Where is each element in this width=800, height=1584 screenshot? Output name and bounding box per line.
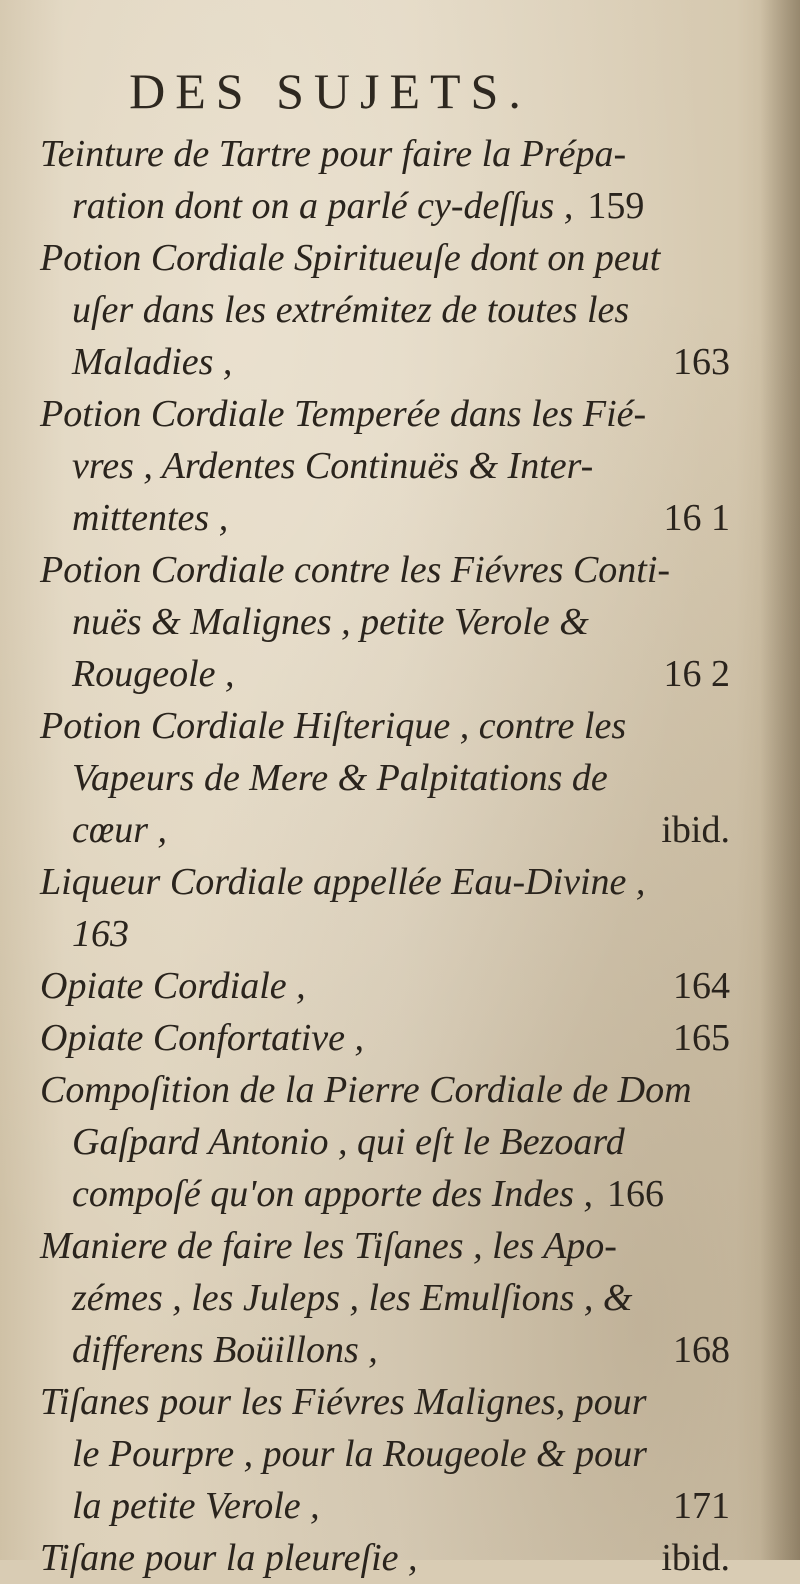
entry-line <box>40 752 760 804</box>
index-entry <box>40 1376 760 1532</box>
page-number: 16 1 <box>663 497 730 539</box>
index-entry <box>40 700 760 856</box>
index-entry <box>40 128 760 232</box>
page-number: 168 <box>673 1329 730 1371</box>
page-number: 171 <box>673 1485 730 1527</box>
page-edge-shadow <box>760 0 800 1560</box>
entry-line <box>40 908 760 960</box>
entry-line <box>40 1012 760 1064</box>
entry-text: le Pourpre , pour la Rougeole & pour <box>72 1433 647 1475</box>
page-number: 159 <box>587 185 645 227</box>
entry-text: uſer dans les extrémitez de toutes les <box>72 289 630 331</box>
entry-line <box>40 1324 760 1376</box>
entry-line <box>40 648 760 700</box>
page-number: ibid. <box>661 809 730 851</box>
entry-text: la petite Verole , <box>72 1485 320 1527</box>
entry-line <box>40 440 760 492</box>
entry-line <box>40 960 760 1012</box>
entry-line <box>40 1168 760 1220</box>
entry-line <box>40 804 760 856</box>
entry-text: Teinture de Tartre pour faire la Prépa- <box>40 133 627 175</box>
entry-text: Rougeole , <box>72 653 235 695</box>
index-entry <box>40 856 760 960</box>
entry-text: 163 <box>72 913 129 955</box>
page-number: 165 <box>673 1017 730 1059</box>
entry-line <box>40 128 760 180</box>
entry-text: nuës & Malignes , petite Verole & <box>72 601 589 643</box>
index-entry <box>40 388 760 544</box>
entry-line <box>40 596 760 648</box>
entry-text: Compoſition de la Pierre Cordiale de Dom <box>40 1069 692 1111</box>
index-entry <box>40 232 760 388</box>
entry-text: Liqueur Cordiale appellée Eau-Divine , <box>40 861 646 903</box>
entry-line <box>40 1272 760 1324</box>
entry-text: ration dont on a parlé cy-deſſus , <box>72 185 574 227</box>
entry-line <box>40 232 760 284</box>
entry-text: Opiate Cordiale , <box>40 965 306 1007</box>
entry-text: Maladies , <box>72 341 233 383</box>
entry-line <box>40 336 760 388</box>
entry-text: compoſé qu'on apporte des Indes , <box>72 1173 594 1215</box>
entry-text: Maniere de faire les Tiſanes , les Apo- <box>40 1225 617 1267</box>
entry-line <box>40 1428 760 1480</box>
entry-line <box>40 856 760 908</box>
page-number: 163 <box>673 341 730 383</box>
entry-text: Gaſpard Antonio , qui eſt le Bezoard <box>72 1121 625 1163</box>
page-header: DES SUJETS. <box>129 63 531 119</box>
page-number: 166 <box>607 1173 665 1215</box>
entry-text: Potion Cordiale Spiritueuſe dont on peut <box>40 237 661 279</box>
entry-text: zémes , les Juleps , les Emulſions , & <box>72 1277 633 1319</box>
index-entry <box>40 1532 760 1584</box>
entry-line <box>40 1480 760 1532</box>
entry-line <box>40 1116 760 1168</box>
entry-text: Opiate Confortative , <box>40 1017 365 1059</box>
entry-line <box>40 544 760 596</box>
page-number: 16 2 <box>663 653 730 695</box>
entry-text: cœur , <box>72 809 167 851</box>
page-number: ibid. <box>661 1537 730 1579</box>
index-entry <box>40 1064 760 1220</box>
entry-line <box>40 180 760 232</box>
entry-text: Potion Cordiale contre les Fiévres Conti- <box>40 549 671 591</box>
index-entries <box>40 128 760 1584</box>
entry-text: Tiſane pour la pleureſie , <box>40 1537 418 1579</box>
entry-text: vres , Ardentes Continuës & Inter- <box>72 445 594 487</box>
index-entry <box>40 1012 760 1064</box>
entry-line <box>40 1532 760 1584</box>
entry-text: differens Boüillons , <box>72 1329 378 1371</box>
page-number: 164 <box>673 965 730 1007</box>
index-entry <box>40 544 760 700</box>
entry-line <box>40 1220 760 1272</box>
index-entry <box>40 1220 760 1376</box>
entry-line <box>40 492 760 544</box>
entry-text: Vapeurs de Mere & Palpitations de <box>72 757 608 799</box>
entry-line <box>40 1376 760 1428</box>
entry-line <box>40 1064 760 1116</box>
entry-text: Tiſanes pour les Fiévres Malignes, pour <box>40 1381 647 1423</box>
entry-text: Potion Cordiale Temperée dans les Fié- <box>40 393 647 435</box>
index-entry <box>40 960 760 1012</box>
entry-text: Potion Cordiale Hiſterique , contre les <box>40 705 627 747</box>
entry-text: mittentes , <box>72 497 229 539</box>
entry-line <box>40 700 760 752</box>
entry-line <box>40 388 760 440</box>
entry-line <box>40 284 760 336</box>
